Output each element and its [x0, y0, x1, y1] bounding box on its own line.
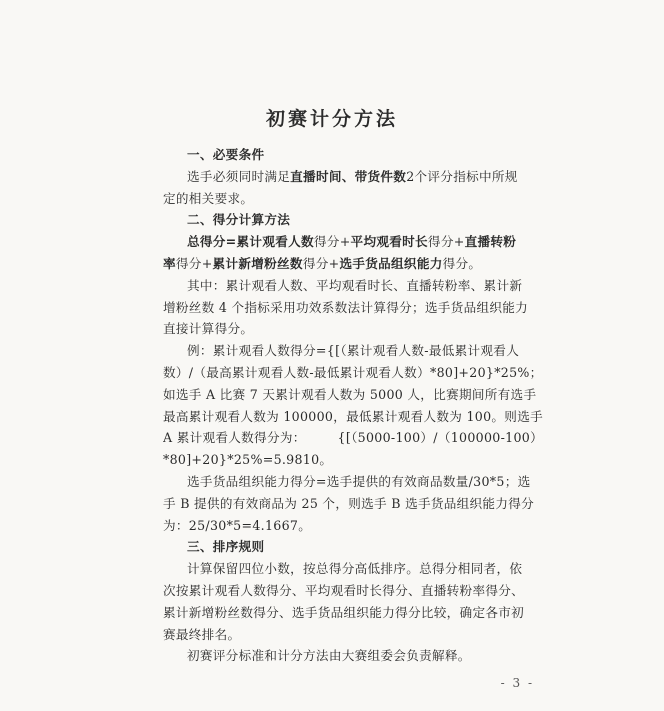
text-run: 得分+: [427, 234, 465, 250]
text-run: 得分+: [302, 255, 340, 271]
text-run: 得分+: [175, 255, 213, 271]
page-title: 初赛计分方法: [265, 108, 398, 130]
paragraph-requirements-line-2: 定的相关要求。: [163, 190, 254, 206]
formula-line-1: [163, 231, 543, 253]
ranking-line-2: 次按累计观看人数得分、平均观看时长得分、直播转粉率得分、: [163, 582, 525, 598]
document-body: [163, 144, 543, 667]
page-number: - 3 -: [500, 676, 534, 690]
example-line-5: [163, 427, 543, 449]
note-line-2: 增粉丝数 4 个指标采用功效系数法计算得分；选手货品组织能力: [163, 299, 529, 315]
text-run: 选手必须同时满足: [187, 168, 291, 184]
example-line-6: *80]+20}*25%=5.9810。: [163, 452, 333, 468]
bold-text-run: 选手货品组织能力: [339, 255, 443, 271]
ranking-line-4: 赛最终排名。: [163, 626, 241, 642]
text-run: 2个评分指标中所规: [406, 168, 518, 184]
bold-text-run: 平均观看时长: [350, 234, 428, 250]
text-run: 得分。: [442, 255, 482, 271]
bold-text-run: 累计新增粉丝数: [212, 255, 303, 271]
closing-line: 初赛评分标准和计分方法由大赛组委会负责解释。: [187, 648, 471, 664]
section-heading-requirements: 一、必要条件: [187, 147, 265, 162]
note-line-3: 直接计算得分。: [163, 321, 254, 337]
text-run: A 累计观看人数得分为：: [163, 430, 306, 446]
ranking-line-1: 计算保留四位小数，按总得分高低排序。总得分相同者，依: [187, 561, 523, 577]
bold-text-run: 直播时间、带货件数: [290, 168, 407, 184]
text-run: 得分+: [313, 234, 351, 250]
goods-line-2: 手 B 提供的有效商品为 25 个，则选手 B 选手货品组织能力得分: [163, 495, 535, 511]
bold-text-run: 总得分=累计观看人数: [187, 234, 314, 250]
example-line-1: 例：累计观看人数得分={[（累计观看人数-最低累计观看人: [187, 343, 520, 359]
example-line-3: 如选手 A 比赛 7 天累计观看人数为 5000 人，比赛期间所有选手: [163, 386, 537, 402]
example-line-4: 最高累计观看人数为 100000，最低累计观看人数为 100。则选手: [163, 408, 543, 424]
text-run: {[（5000-100）/（100000-100）: [337, 430, 543, 446]
bold-text-run: 直播转粉: [464, 234, 517, 250]
section-heading-ranking: 三、排序规则: [187, 539, 265, 555]
goods-line-3: 为：25/30*5=4.1667。: [163, 517, 312, 533]
goods-line-1: 选手货品组织能力得分=选手提供的有效商品数量/30*5；选: [187, 473, 531, 489]
section-heading-scoring: 二、得分计算方法: [187, 212, 291, 228]
bold-text-run: 率: [163, 255, 176, 271]
formula-line-2: [163, 253, 543, 275]
note-line-1: 其中：累计观看人数、平均观看时长、直播转粉率、累计新: [187, 277, 523, 293]
example-line-2: 数）/（最高累计观看人数-最低累计观看人数）*80]+20}*25%；: [163, 364, 543, 380]
ranking-line-3: 累计新增粉丝数得分、选手货品组织能力得分比较，确定各市初: [163, 604, 525, 620]
paragraph-requirements-line-1: [163, 166, 543, 188]
